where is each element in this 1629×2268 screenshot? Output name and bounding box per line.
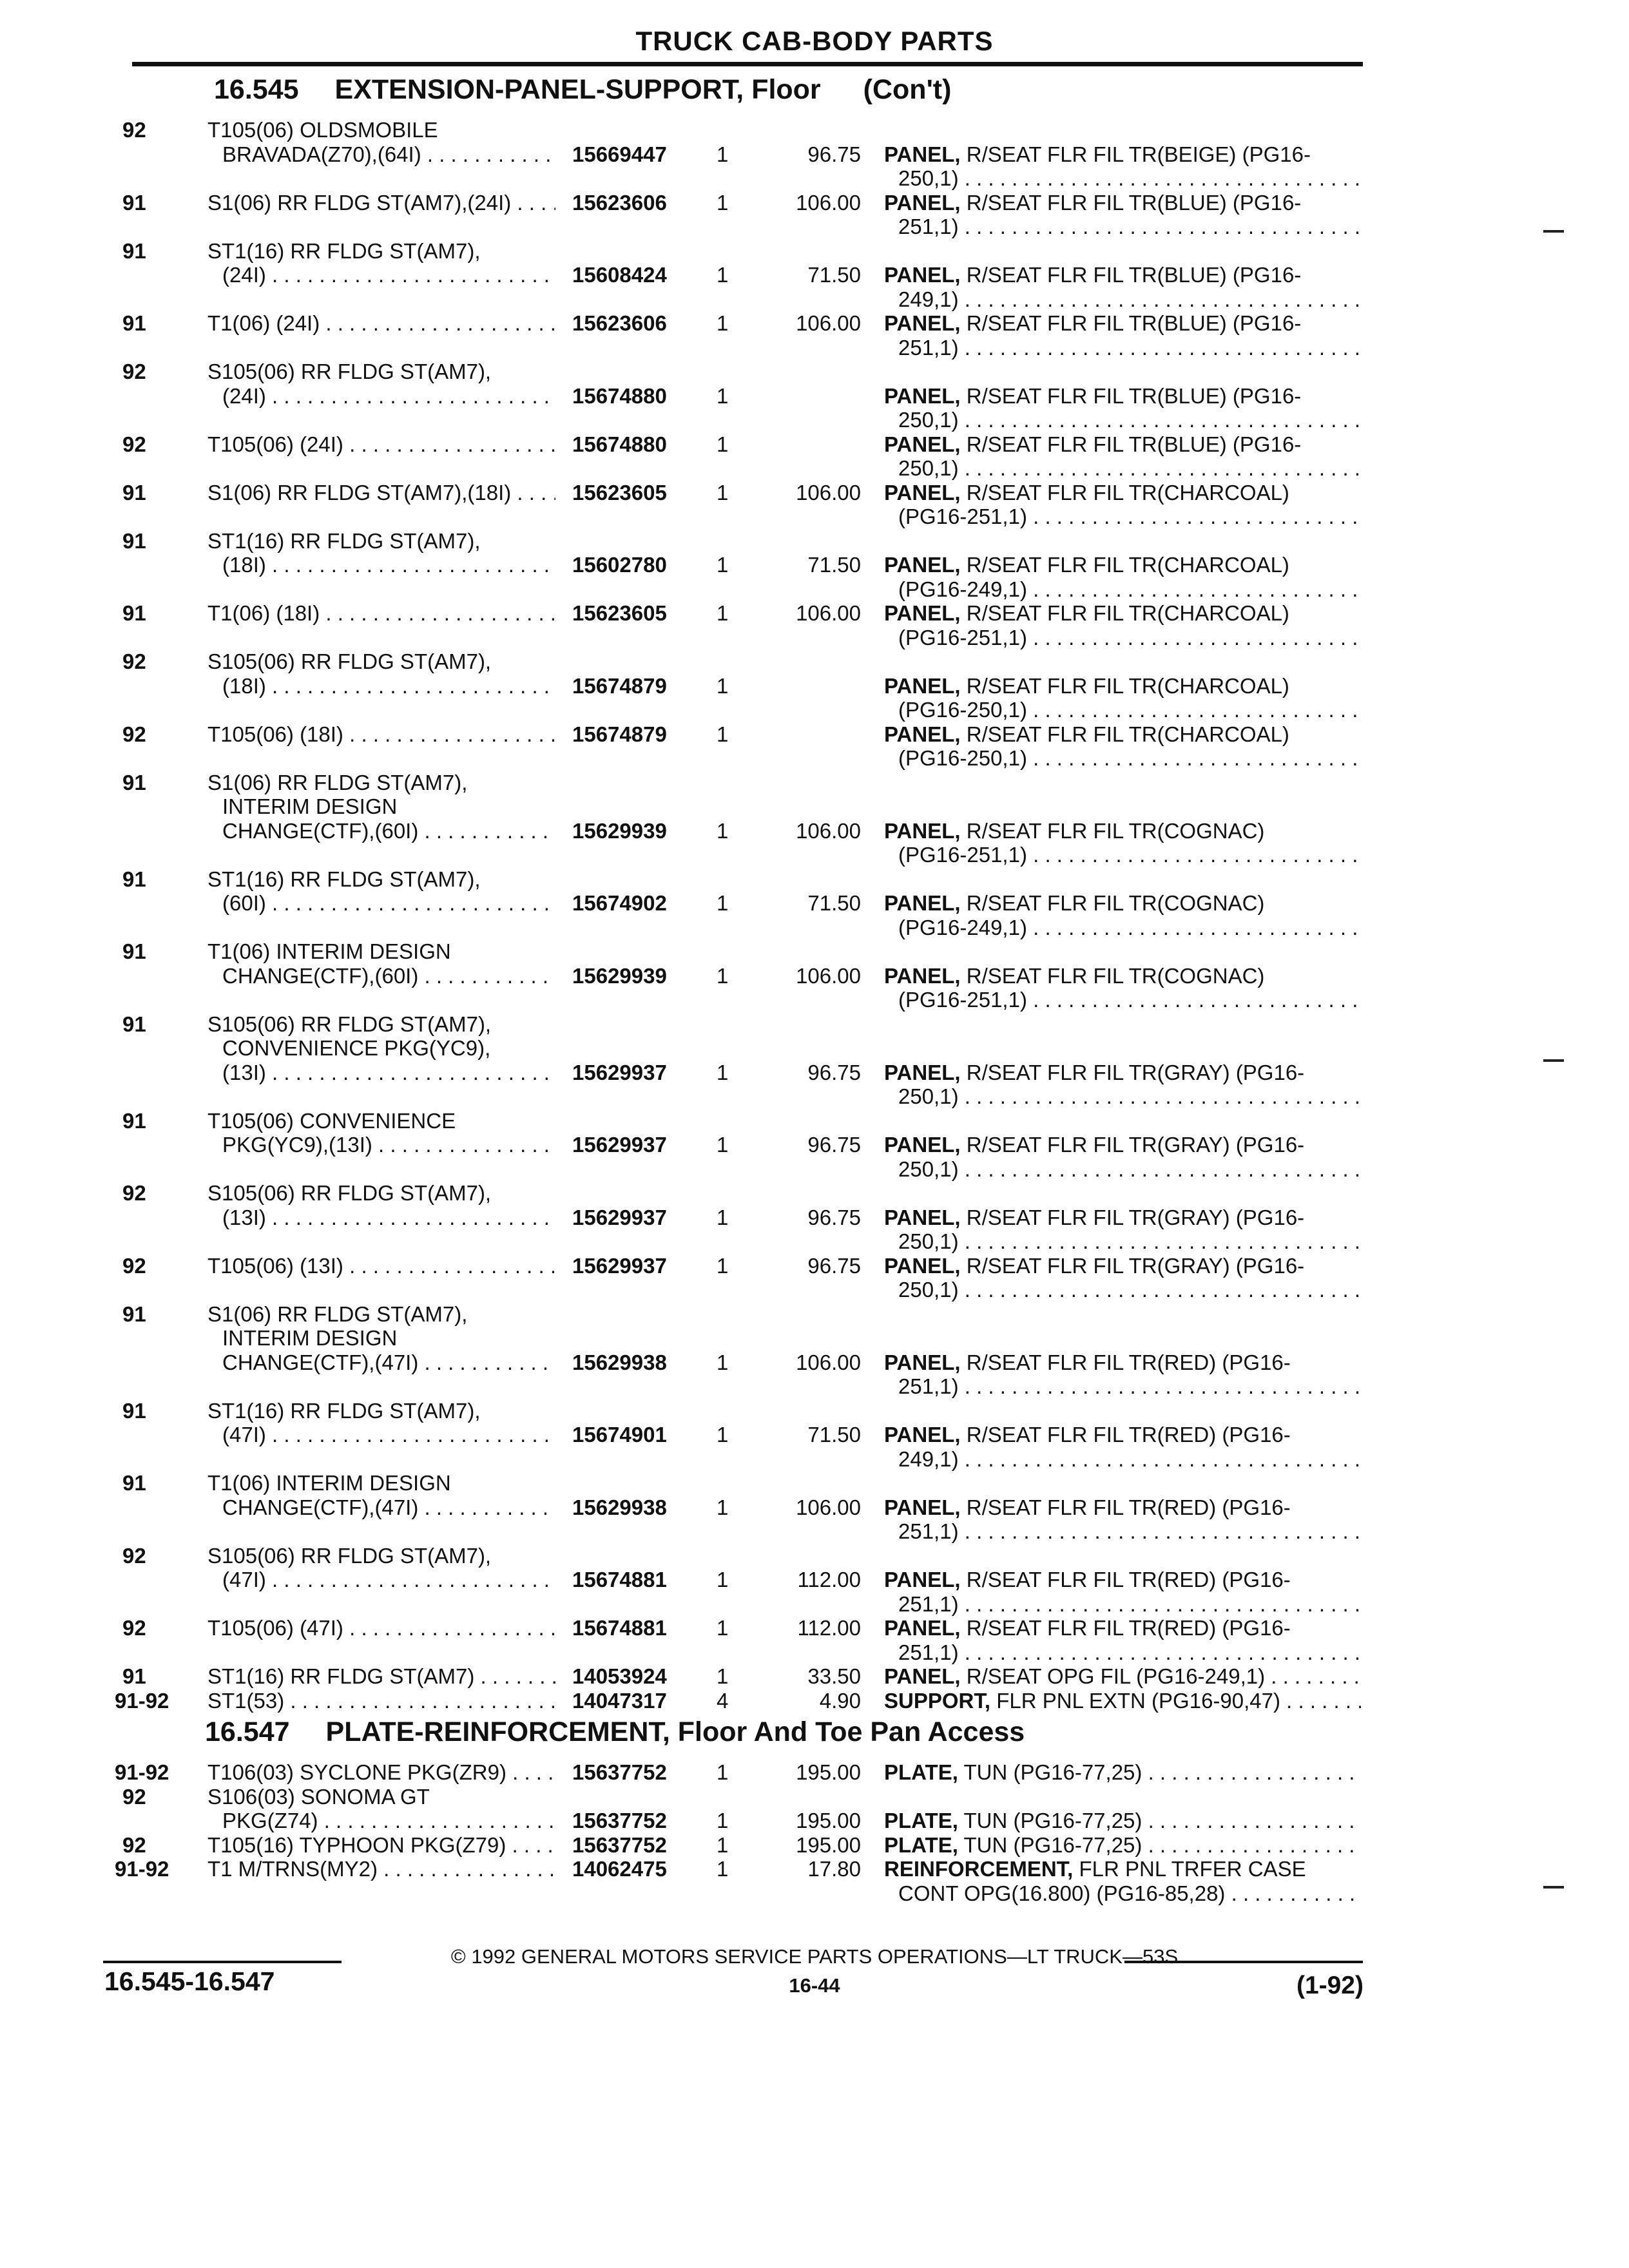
part-description-line: (PG16-251,1) . . . — [898, 626, 1361, 649]
usage-line: S105(06) RR FLDG ST(AM7), — [207, 1181, 492, 1205]
part-number: 15637752 — [572, 1832, 667, 1857]
part-number: 15602780 — [572, 553, 667, 577]
usage-line: ST1(53) . . . — [207, 1689, 555, 1713]
part-description: R/SEAT FLR FIL TR(RED) (PG16- — [966, 1616, 1291, 1640]
model-year: 91 — [122, 939, 146, 963]
price: 106.00 — [796, 1495, 861, 1519]
part-number: 15629939 — [572, 818, 667, 843]
part-description-line: 250,1) . . . — [898, 166, 1361, 190]
part-name: PANEL, — [884, 1423, 961, 1446]
part-name: PANEL, — [884, 190, 961, 215]
price: 96.75 — [807, 142, 861, 166]
part-description-line — [884, 432, 1361, 456]
price: 106.00 — [796, 311, 861, 335]
usage-line: T105(06) CONVENIENCE — [207, 1108, 456, 1133]
header-rule — [132, 62, 1363, 66]
price: 96.75 — [807, 1205, 861, 1229]
part-name: PANEL, — [884, 480, 961, 505]
part-description-line: 251,1) . . . — [898, 336, 1361, 360]
part-description-line: (PG16-251,1) . . . — [898, 988, 1361, 1012]
usage-line: T105(06) (47I) . . . — [207, 1616, 555, 1640]
price: 71.50 — [807, 891, 861, 915]
usage-line: T1(06) (18I) . . . — [207, 601, 555, 625]
part-description-line — [884, 1061, 1361, 1084]
part-name: PANEL, — [884, 1568, 961, 1591]
section-number: 16.545 — [214, 74, 299, 105]
usage-line: (18I) . . . — [222, 553, 555, 577]
part-description: R/SEAT FLR FIL TR(CHARCOAL) — [966, 601, 1289, 625]
part-description: R/SEAT FLR FIL TR(GRAY) (PG16- — [966, 1253, 1305, 1278]
margin-mark — [1543, 1886, 1564, 1888]
quantity: 1 — [717, 142, 729, 166]
quantity: 1 — [717, 1253, 729, 1278]
part-description-line — [884, 819, 1361, 843]
part-description-line — [884, 964, 1361, 988]
part-description-line: 250,1) . . . — [898, 408, 1361, 432]
price: 106.00 — [796, 1350, 861, 1374]
part-number: 15623605 — [572, 480, 667, 505]
quantity: 1 — [717, 722, 729, 746]
model-year: 92 — [122, 432, 146, 456]
part-description: TUN (PG16-77,25) — [963, 1760, 1142, 1784]
page-title: TRUCK CAB-BODY PARTS — [635, 26, 994, 56]
model-year: 91-92 — [115, 1688, 169, 1713]
model-year: 91 — [122, 1302, 146, 1326]
section-title: PLATE-REINFORCEMENT, Floor And Toe Pan Access — [325, 1716, 1025, 1747]
part-description: R/SEAT FLR FIL TR(BLUE) (PG16- — [966, 190, 1302, 215]
quantity: 1 — [717, 190, 729, 215]
part-description-line: CONT OPG(16.800) (PG16-85,28) . . . — [898, 1881, 1361, 1905]
price: 71.50 — [807, 1423, 861, 1446]
quantity: 1 — [717, 1857, 729, 1881]
price: 4.90 — [819, 1688, 861, 1713]
part-description-line — [884, 601, 1361, 625]
price: 195.00 — [796, 1760, 861, 1784]
part-description: TUN (PG16-77,25) — [963, 1809, 1142, 1832]
part-description-line: 249,1) . . . — [898, 1447, 1361, 1471]
part-description-line — [884, 1857, 1361, 1881]
footer-page-number: 16-44 — [789, 1974, 840, 1997]
usage-line: T1(06) INTERIM DESIGN — [207, 1471, 451, 1495]
part-number: 15623606 — [572, 311, 667, 335]
usage-line: CHANGE(CTF),(60I) . . . — [222, 819, 555, 843]
price: 195.00 — [796, 1809, 861, 1832]
usage-line: S105(06) RR FLDG ST(AM7), — [207, 1012, 492, 1036]
part-number: 15674880 — [572, 383, 667, 408]
part-number: 15623605 — [572, 601, 667, 625]
part-name: PANEL, — [884, 1664, 961, 1688]
usage-line: (47I) . . . — [222, 1568, 555, 1591]
part-description: R/SEAT FLR FIL TR(BLUE) (PG16- — [966, 263, 1302, 287]
part-description-line: 250,1) . . . — [898, 456, 1361, 480]
footer-copyright: © 1992 GENERAL MOTORS SERVICE PARTS OPERATIONS—LT TRUCK—53S — [450, 1945, 1179, 1968]
part-name: PANEL, — [884, 891, 961, 915]
price: 112.00 — [797, 1568, 861, 1591]
part-name: PANEL, — [884, 1060, 961, 1084]
model-year: 92 — [122, 649, 146, 673]
quantity: 1 — [717, 311, 729, 335]
part-name: PLATE, — [884, 1832, 958, 1857]
part-description-line — [884, 891, 1361, 915]
part-description-line — [884, 1689, 1361, 1713]
part-number: 15629937 — [572, 1253, 667, 1278]
part-description: TUN (PG16-77,25) — [963, 1832, 1142, 1857]
part-description-line — [884, 1616, 1361, 1640]
part-number: 15674881 — [572, 1568, 667, 1591]
part-description-line: 251,1) . . . — [898, 1592, 1361, 1616]
model-year: 91 — [122, 190, 146, 215]
part-number: 15674901 — [572, 1423, 667, 1446]
part-description-line — [884, 263, 1361, 287]
quantity: 1 — [717, 263, 729, 287]
usage-line: T1 M/TRNS(MY2) . . . — [207, 1857, 555, 1881]
model-year: 91 — [122, 1471, 146, 1495]
part-name: PLATE, — [884, 1760, 958, 1784]
part-description-line: 251,1) . . . — [898, 1519, 1361, 1543]
price: 71.50 — [807, 553, 861, 577]
model-year: 91 — [122, 528, 146, 553]
part-description: R/SEAT FLR FIL TR(RED) (PG16- — [966, 1350, 1291, 1374]
part-name: SUPPORT, — [884, 1688, 991, 1713]
quantity: 4 — [717, 1688, 729, 1713]
part-name: REINFORCEMENT, — [884, 1857, 1074, 1881]
part-name: PANEL, — [884, 963, 961, 988]
part-name: PANEL, — [884, 1350, 961, 1374]
model-year: 91-92 — [115, 1760, 169, 1784]
part-number: 15629939 — [572, 963, 667, 988]
section-heading — [214, 74, 951, 106]
usage-line: T1(06) INTERIM DESIGN — [207, 939, 451, 963]
part-description-line: 250,1) . . . — [898, 1229, 1361, 1253]
model-year: 92 — [122, 1784, 146, 1809]
usage-line: INTERIM DESIGN — [222, 1326, 398, 1350]
part-description-line — [884, 674, 1361, 698]
part-name: PANEL, — [884, 1616, 961, 1640]
model-year: 92 — [122, 722, 146, 746]
quantity: 1 — [717, 891, 729, 915]
margin-mark — [1543, 230, 1564, 233]
model-year: 91 — [122, 1012, 146, 1036]
price: 96.75 — [807, 1253, 861, 1278]
quantity: 1 — [717, 1495, 729, 1519]
quantity: 1 — [717, 818, 729, 843]
part-number: 15623606 — [572, 190, 667, 215]
part-description-line: (PG16-250,1) . . . — [898, 698, 1361, 722]
part-name: PANEL, — [884, 432, 961, 456]
usage-line: PKG(YC9),(13I) . . . — [222, 1133, 555, 1157]
quantity: 1 — [717, 963, 729, 988]
part-name: PANEL, — [884, 553, 961, 577]
usage-line: INTERIM DESIGN — [222, 794, 398, 818]
part-description: R/SEAT FLR FIL TR(GRAY) (PG16- — [966, 1133, 1305, 1157]
part-description-line: (PG16-249,1) . . . — [898, 916, 1361, 939]
part-description: R/SEAT FLR FIL TR(CHARCOAL) — [966, 722, 1289, 746]
part-description-line — [884, 1664, 1361, 1688]
part-description: R/SEAT FLR FIL TR(COGNAC) — [966, 963, 1265, 988]
part-description-line: (PG16-250,1) . . . — [898, 746, 1361, 770]
usage-line: S1(06) RR FLDG ST(AM7),(24I) . . . — [207, 191, 555, 215]
usage-line: BRAVADA(Z70),(64I) . . . — [222, 142, 555, 166]
usage-line: S106(03) SONOMA GT — [207, 1784, 430, 1809]
usage-line: (24I) . . . — [222, 263, 555, 287]
part-number: 15674880 — [572, 432, 667, 456]
usage-line: CHANGE(CTF),(47I) . . . — [222, 1350, 555, 1374]
part-name: PANEL, — [884, 383, 961, 408]
part-name: PANEL, — [884, 722, 961, 746]
part-description-line — [884, 553, 1361, 577]
price: 71.50 — [807, 263, 861, 287]
usage-line: S105(06) RR FLDG ST(AM7), — [207, 360, 492, 383]
model-year: 91-92 — [115, 1857, 169, 1881]
quantity: 1 — [717, 1568, 729, 1591]
usage-line: CONVENIENCE PKG(YC9), — [222, 1036, 491, 1060]
quantity: 1 — [717, 1133, 729, 1157]
quantity: 1 — [717, 1760, 729, 1784]
usage-line: (13I) . . . — [222, 1206, 555, 1229]
quantity: 1 — [717, 383, 729, 408]
price: 106.00 — [796, 601, 861, 625]
part-description-line — [884, 311, 1361, 335]
usage-line: T106(03) SYCLONE PKG(ZR9) . . . — [207, 1760, 555, 1784]
usage-line: CHANGE(CTF),(60I) . . . — [222, 964, 555, 988]
part-number: 14047317 — [572, 1688, 667, 1713]
usage-line: ST1(16) RR FLDG ST(AM7) . . . — [207, 1664, 555, 1688]
price: 96.75 — [807, 1060, 861, 1084]
part-description-line: 251,1) . . . — [898, 1374, 1361, 1398]
part-name: PANEL, — [884, 1133, 961, 1157]
section-note: (Con't) — [863, 74, 952, 105]
section-number: 16.547 — [205, 1716, 290, 1747]
part-description-line — [884, 384, 1361, 408]
section-title: EXTENSION-PANEL-SUPPORT, Floor — [334, 74, 821, 105]
part-number: 15674881 — [572, 1616, 667, 1640]
price: 17.80 — [807, 1857, 861, 1881]
usage-line: (13I) . . . — [222, 1061, 555, 1084]
part-description-line: (PG16-251,1) . . . — [898, 843, 1361, 867]
part-description-line — [884, 1206, 1361, 1229]
quantity: 1 — [717, 1832, 729, 1857]
usage-line: (24I) . . . — [222, 384, 555, 408]
part-number: 15629937 — [572, 1205, 667, 1229]
quantity: 1 — [717, 1205, 729, 1229]
part-description: R/SEAT FLR FIL TR(COGNAC) — [966, 818, 1265, 843]
part-number: 15629937 — [572, 1133, 667, 1157]
part-description: R/SEAT FLR FIL TR(BEIGE) (PG16- — [966, 142, 1311, 166]
quantity: 1 — [717, 432, 729, 456]
model-year: 92 — [122, 360, 146, 383]
part-number: 15669447 — [572, 142, 667, 166]
part-description-line — [884, 1495, 1361, 1519]
usage-line: CHANGE(CTF),(47I) . . . — [222, 1495, 555, 1519]
part-description-line — [884, 1760, 1361, 1784]
part-description-line — [884, 1133, 1361, 1157]
part-name: PANEL, — [884, 673, 961, 698]
part-description: R/SEAT FLR FIL TR(RED) (PG16- — [966, 1495, 1291, 1519]
quantity: 1 — [717, 1060, 729, 1084]
part-description: R/SEAT FLR FIL TR(CHARCOAL) — [966, 553, 1289, 577]
part-name: PANEL, — [884, 1495, 961, 1519]
part-description-line: 251,1) . . . — [898, 215, 1361, 238]
usage-line: T105(06) (13I) . . . — [207, 1254, 555, 1278]
part-description: R/SEAT FLR FIL TR(RED) (PG16- — [966, 1568, 1291, 1591]
part-description-line: (PG16-249,1) . . . — [898, 577, 1361, 601]
model-year: 91 — [122, 867, 146, 891]
section-heading — [205, 1716, 1025, 1748]
quantity: 1 — [717, 1616, 729, 1640]
usage-line: T105(06) (18I) . . . — [207, 722, 555, 746]
usage-line: T105(16) TYPHOON PKG(Z79) . . . — [207, 1833, 555, 1857]
model-year: 91 — [122, 770, 146, 794]
margin-mark — [1543, 1059, 1564, 1062]
part-number: 15674879 — [572, 722, 667, 746]
part-description: R/SEAT FLR FIL TR(BLUE) (PG16- — [966, 432, 1302, 456]
part-description: R/SEAT FLR FIL TR(CHARCOAL) — [966, 480, 1289, 505]
part-number: 15629938 — [572, 1495, 667, 1519]
model-year: 92 — [122, 1616, 146, 1640]
usage-line: T105(06) OLDSMOBILE — [207, 118, 438, 142]
price: 112.00 — [797, 1616, 861, 1640]
usage-line: S1(06) RR FLDG ST(AM7), — [207, 770, 468, 794]
usage-line: (47I) . . . — [222, 1423, 555, 1446]
quantity: 1 — [717, 1809, 729, 1832]
part-description: R/SEAT FLR FIL TR(CHARCOAL) — [966, 673, 1289, 698]
usage-line: S1(06) RR FLDG ST(AM7),(18I) . . . — [207, 481, 555, 505]
quantity: 1 — [717, 601, 729, 625]
part-description: R/SEAT FLR FIL TR(GRAY) (PG16- — [966, 1205, 1305, 1229]
price: 33.50 — [807, 1664, 861, 1688]
part-number: 15637752 — [572, 1809, 667, 1832]
price: 106.00 — [796, 480, 861, 505]
model-year: 91 — [122, 601, 146, 625]
part-description-line: 249,1) . . . — [898, 287, 1361, 311]
model-year: 91 — [122, 1398, 146, 1423]
part-number: 15674879 — [572, 673, 667, 698]
price: 96.75 — [807, 1133, 861, 1157]
model-year: 91 — [122, 311, 146, 335]
part-description-line — [884, 1809, 1361, 1832]
footer-section-range: 16.545-16.547 — [104, 1966, 275, 1996]
model-year: 91 — [122, 238, 146, 263]
usage-line: ST1(16) RR FLDG ST(AM7), — [207, 867, 481, 891]
usage-line: ST1(16) RR FLDG ST(AM7), — [207, 1398, 481, 1423]
usage-line: ST1(16) RR FLDG ST(AM7), — [207, 528, 481, 553]
usage-line: (60I) . . . — [222, 891, 555, 915]
part-description: R/SEAT FLR FIL TR(GRAY) (PG16- — [966, 1060, 1305, 1084]
price: 195.00 — [796, 1832, 861, 1857]
part-description-line — [884, 722, 1361, 746]
part-description-line — [884, 1833, 1361, 1857]
model-year: 92 — [122, 118, 146, 142]
usage-line: T105(06) (24I) . . . — [207, 432, 555, 456]
part-description: R/SEAT FLR FIL TR(BLUE) (PG16- — [966, 311, 1302, 335]
part-number: 15629938 — [572, 1350, 667, 1374]
model-year: 92 — [122, 1181, 146, 1205]
part-number: 14062475 — [572, 1857, 667, 1881]
part-description-line — [884, 1350, 1361, 1374]
part-description-line — [884, 142, 1361, 166]
price: 106.00 — [796, 963, 861, 988]
model-year: 92 — [122, 1543, 146, 1568]
quantity: 1 — [717, 1664, 729, 1688]
usage-line: T1(06) (24I) . . . — [207, 311, 555, 335]
quantity: 1 — [717, 553, 729, 577]
part-description-line: 250,1) . . . — [898, 1157, 1361, 1181]
part-name: PANEL, — [884, 601, 961, 625]
usage-line: ST1(16) RR FLDG ST(AM7), — [207, 238, 481, 263]
part-name: PANEL, — [884, 818, 961, 843]
part-description: R/SEAT OPG FIL (PG16-249,1) — [966, 1664, 1266, 1688]
part-name: PANEL, — [884, 1253, 961, 1278]
part-name: PANEL, — [884, 263, 961, 287]
model-year: 91 — [122, 1108, 146, 1133]
part-description-line: 250,1) . . . — [898, 1084, 1361, 1108]
part-description: R/SEAT FLR FIL TR(COGNAC) — [966, 891, 1265, 915]
part-number: 15608424 — [572, 263, 667, 287]
part-description: R/SEAT FLR FIL TR(BLUE) (PG16- — [966, 383, 1302, 408]
quantity: 1 — [717, 480, 729, 505]
price: 106.00 — [796, 818, 861, 843]
part-description-line — [884, 191, 1361, 215]
usage-line: S1(06) RR FLDG ST(AM7), — [207, 1302, 468, 1326]
usage-line: PKG(Z74) . . . — [222, 1809, 555, 1832]
part-description-line: (PG16-251,1) . . . — [898, 505, 1361, 528]
part-name: PLATE, — [884, 1809, 958, 1832]
quantity: 1 — [717, 1350, 729, 1374]
part-description: R/SEAT FLR FIL TR(RED) (PG16- — [966, 1423, 1291, 1446]
part-number: 15674902 — [572, 891, 667, 915]
footer-date: (1-92) — [1296, 1972, 1364, 1999]
part-description-line — [884, 1568, 1361, 1591]
price: 106.00 — [796, 190, 861, 215]
part-description-line: 251,1) . . . — [898, 1640, 1361, 1664]
quantity: 1 — [717, 1423, 729, 1446]
part-name: PANEL, — [884, 142, 961, 166]
part-description-line: 250,1) . . . — [898, 1278, 1361, 1302]
model-year: 91 — [122, 1664, 146, 1688]
part-name: PANEL, — [884, 1205, 961, 1229]
part-description: FLR PNL TRFER CASE — [1079, 1857, 1306, 1881]
model-year: 92 — [122, 1253, 146, 1278]
part-name: PANEL, — [884, 311, 961, 335]
part-description-line — [884, 1423, 1361, 1446]
quantity: 1 — [717, 673, 729, 698]
part-description-line — [884, 1254, 1361, 1278]
model-year: 91 — [122, 480, 146, 505]
part-number: 15637752 — [572, 1760, 667, 1784]
model-year: 92 — [122, 1832, 146, 1857]
usage-line: (18I) . . . — [222, 674, 555, 698]
usage-line: S105(06) RR FLDG ST(AM7), — [207, 649, 492, 673]
part-number: 14053924 — [572, 1664, 667, 1688]
part-number: 15629937 — [572, 1060, 667, 1084]
usage-line: S105(06) RR FLDG ST(AM7), — [207, 1543, 492, 1568]
part-description: FLR PNL EXTN (PG16-90,47) — [996, 1688, 1280, 1713]
part-description-line — [884, 481, 1361, 505]
